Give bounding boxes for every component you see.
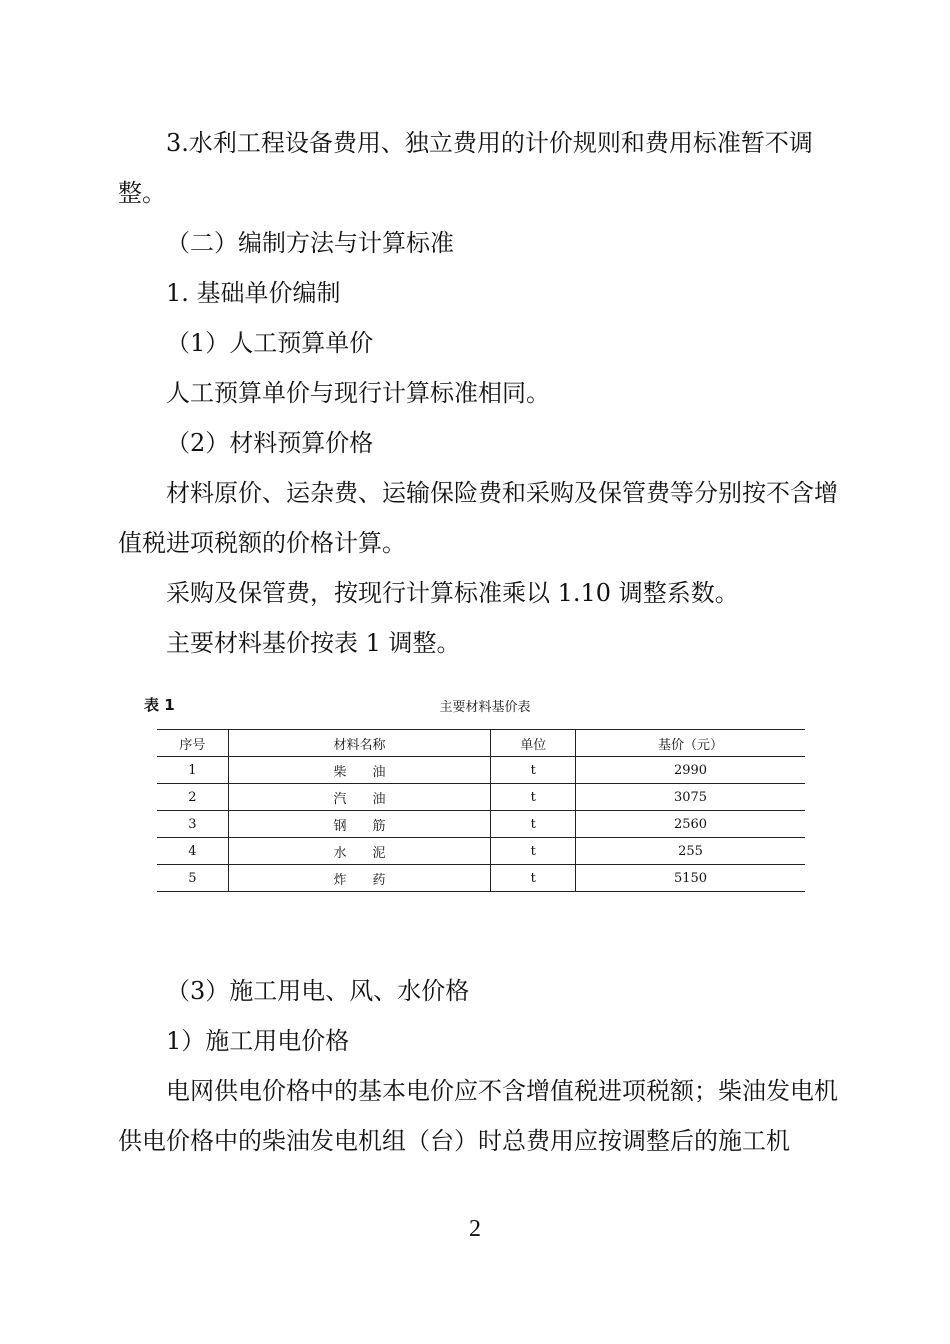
table-title: 主要材料基价表 [439, 700, 531, 715]
cell-base-price: 2560 [576, 811, 805, 838]
header-material-name: 材料名称 [228, 730, 491, 757]
cell-index: 3 [157, 811, 228, 838]
header-base-price: 基价（元） [576, 730, 805, 757]
cell-unit: t [491, 784, 576, 811]
cell-index: 1 [157, 757, 228, 784]
cell-base-price: 2990 [576, 757, 805, 784]
cell-material-name: 柴 油 [228, 757, 491, 784]
cell-index: 5 [157, 865, 228, 892]
table-row [157, 865, 805, 892]
table-row [157, 784, 805, 811]
cell-unit: t [491, 811, 576, 838]
material-price-table [157, 729, 805, 892]
heading-electricity-price: 1）施工用电价格 [166, 1027, 350, 1055]
cell-unit: t [491, 865, 576, 892]
paragraph-material-cost: 材料原价、运杂费、运输保险费和采购及保管费等分别按不含增值税进项税额的价格计算。 [118, 479, 838, 557]
cell-material-name: 水 泥 [228, 838, 491, 865]
paragraph-table-reference: 主要材料基价按表 1 调整。 [166, 629, 461, 657]
heading-utility-prices: （3）施工用电、风、水价格 [166, 977, 470, 1005]
heading-base-unit-price: 1. 基础单价编制 [166, 279, 341, 307]
cell-base-price: 3075 [576, 784, 805, 811]
cell-base-price: 5150 [576, 865, 805, 892]
cell-unit: t [491, 757, 576, 784]
page-number: 2 [469, 1216, 481, 1242]
heading-compilation-method: （二）编制方法与计算标准 [166, 229, 454, 257]
cell-material-name: 钢 筋 [228, 811, 491, 838]
header-unit: 单位 [491, 730, 576, 757]
heading-material-price: （2）材料预算价格 [166, 429, 374, 457]
cell-base-price: 255 [576, 838, 805, 865]
paragraph-electricity-price: 电网供电价格中的基本电价应不含增值税进项税额；柴油发电机供电价格中的柴油发电机组（台）时总费用应按调整后的施工机 [118, 1077, 838, 1155]
table-row [157, 757, 805, 784]
cell-index: 4 [157, 838, 228, 865]
cell-material-name: 汽 油 [228, 784, 491, 811]
table-row [157, 811, 805, 838]
header-index: 序号 [157, 730, 228, 757]
cell-index: 2 [157, 784, 228, 811]
paragraph-labor-price: 人工预算单价与现行计算标准相同。 [166, 379, 550, 407]
cell-unit: t [491, 838, 576, 865]
paragraph-equipment-fees: 3.水利工程设备费用、独立费用的计价规则和费用标准暂不调整。 [118, 129, 813, 207]
table-header-row [157, 730, 805, 757]
heading-labor-price: （1）人工预算单价 [166, 329, 374, 357]
table-label: 表 1 [144, 696, 175, 714]
table-row [157, 838, 805, 865]
paragraph-procurement-fee: 采购及保管费，按现行计算标准乘以 1.10 调整系数。 [166, 579, 739, 607]
cell-material-name: 炸 药 [228, 865, 491, 892]
